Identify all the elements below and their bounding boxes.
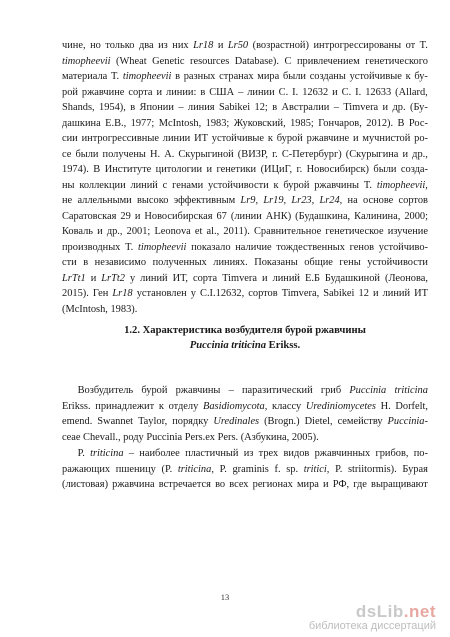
text-line: рой ржавчине сорта и линии: в США – линии C. I. 12632 и C. I. 12633 (Allard, <box>62 86 428 98</box>
text-line: производных T. timopheevii показало наличие тождественных генов устойчиво- <box>62 241 428 253</box>
text-line: Shands, 1954), в Японии – линия Sabikei 12; в Австралии – Timvera и др. (Бу- <box>62 102 428 113</box>
section-title: 1.2. Характеристика возбудителя бурой ржавчины <box>124 325 366 336</box>
text-line: 1974). В Институте цитологии и генетики (ИЦиГ, г. Новосибирск) были созда- <box>62 164 428 175</box>
text-line: Саратовская 29 и Новосибирская 67 (линии АНК) (Будашкина, Калинина, 2000; <box>62 210 428 222</box>
paragraph-triticina <box>62 446 428 493</box>
text-line: (McIntosh, 1983). <box>62 303 138 315</box>
text-line: P. triticina – наиболее пластичный из трех видов ржавчинных грибов, по- <box>62 448 428 459</box>
paragraph-genetic-sources <box>62 38 428 317</box>
watermark <box>309 603 436 633</box>
watermark-logo: dsLib.net <box>355 602 436 621</box>
text-line: (листовая) ржавчина встречается во всех регионах мира и РФ, где выращивают <box>62 479 428 490</box>
text-line: сии интрогрессивные линии ИТ устойчивые к бурой ржавчине и мучнистой ро- <box>62 133 428 144</box>
paragraph-taxonomy <box>62 383 428 445</box>
text-line: ны коллекции линий с генами устойчивости к бурой ржавчины T. timopheevii, <box>62 179 428 191</box>
section-subtitle <box>62 338 428 353</box>
species-name: Puccinia triticina <box>189 340 267 351</box>
text-line: Коваль и др., 2001; Leonova et al., 2011). Сравнительное генетическое изучение <box>62 226 428 237</box>
watermark-caption: библиотека диссертаций <box>308 620 436 632</box>
section-heading <box>62 323 428 353</box>
text-line: ражающих пшеницу (P. triticina, P. graminis f. sp. tritici, P. striitormis). Бурая <box>62 463 428 475</box>
text-line: ceae Chevall., роду Puccinia Pers.ex Pers. (Азбукина, 2005). <box>62 431 319 443</box>
text-line: се были получены Н. А. Скурыгиной (ВИЗР, г. С-Петербург) (Скурыгина и др., <box>62 148 428 160</box>
text-line: timopheevii (Wheat Genetic resources Database). С привлечением генетического <box>62 55 428 67</box>
text-line: сти в независимо полученных линиях. Показаны общие гены устойчивости <box>62 257 428 268</box>
text-line: Возбудитель бурой ржавчины – паразитический гриб Puccinia triticina <box>62 385 428 396</box>
text-line: материала T. timopheevii в разных странах мира были созданы устойчивые к бу- <box>62 71 428 82</box>
text-line: emend. Swannet Taylor, порядку Uredinales (Brogn.) Dietel, семейству Puccinia- <box>62 416 428 427</box>
text-line: дашкина Е.В., 1977; McIntosh, 1983; Жуковский, 1985; Гончаров, 2012). В Рос- <box>62 117 428 129</box>
text-line: чине, но только два из них Lr18 и Lr50 (возрастной) интрогрессированы от T. <box>62 40 428 51</box>
text-line: LrTt1 и LrTt2 у линий ИТ, сорта Timvera и линий Е.Б Будашкиной (Леонова, <box>62 272 428 284</box>
page-number: 13 <box>220 592 230 602</box>
text-line: 2015). Ген Lr18 установлен у С.I.12632, сортов Timvera, Sabikei 12 и линий ИТ <box>62 288 428 299</box>
text-line: Erikss. принадлежит к отделу Basidiomycota, классу Urediniomycetes H. Dorfelt, <box>62 400 428 412</box>
text-line: не аллельными высоко эффективным Lr9, Lr19, Lr23, Lr24, на основе сортов <box>62 195 428 206</box>
species-author: Erikss. <box>266 340 301 351</box>
